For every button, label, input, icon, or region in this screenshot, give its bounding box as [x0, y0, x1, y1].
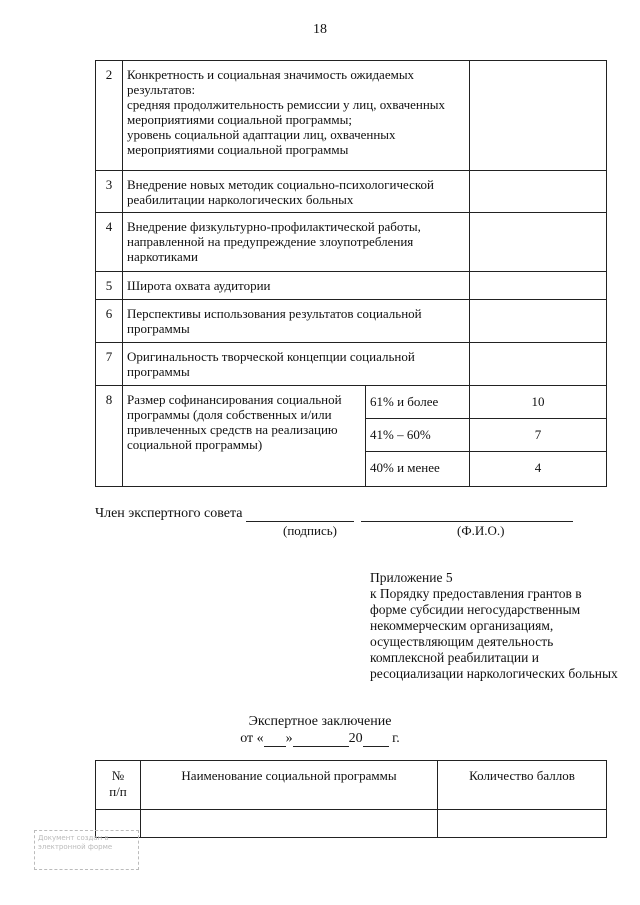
option-points: 7	[470, 419, 607, 452]
score-cell	[470, 300, 607, 343]
day-blank	[264, 732, 286, 747]
row-number: 8	[96, 386, 123, 487]
appendix-text: к Порядку предоставления грантов в форме субсидии негосударственным некоммерческим организациям, осуществляющим деятельность комплексной реабилитации и ресоциализации наркологических больных	[370, 586, 618, 681]
page-number: 18	[313, 22, 327, 37]
option-label: 40% и менее	[366, 452, 470, 487]
row-number: 3	[96, 171, 123, 213]
criterion-text: Размер софинансирования социальной программы (доля собственных и/или привлеченных средств на реализацию социальной программы)	[123, 386, 366, 487]
score-cell	[470, 272, 607, 300]
criterion-text: Внедрение новых методик социально-психологической реабилитации наркологических больных	[123, 171, 470, 213]
column-header-number: № п/п	[96, 761, 141, 810]
conclusion-title: Экспертное заключение	[248, 714, 392, 729]
table-row	[96, 213, 607, 272]
row-number: 4	[96, 213, 123, 272]
row-number: 5	[96, 272, 123, 300]
table-header-row	[96, 761, 607, 810]
table-cell	[438, 810, 607, 838]
criterion-text: Широта охвата аудитории	[123, 272, 470, 300]
name-caption: (Ф.И.О.)	[457, 523, 505, 538]
option-points: 10	[470, 386, 607, 419]
score-cell	[470, 61, 607, 171]
score-cell	[470, 171, 607, 213]
criterion-text: Перспективы использования результатов социальной программы	[123, 300, 470, 343]
electronic-stamp: Документ создан в электронной форме	[34, 830, 139, 870]
criterion-text: Внедрение физкультурно-профилактической работы, направленной на предупреждение злоупотребления наркотиками	[123, 213, 470, 272]
year-blank	[363, 732, 389, 747]
table-row	[96, 61, 607, 171]
signature-caption: (подпись)	[283, 523, 337, 538]
table-row	[96, 300, 607, 343]
table-row	[96, 272, 607, 300]
option-label: 61% и более	[366, 386, 470, 419]
name-blank	[361, 507, 573, 522]
appendix-block	[370, 570, 620, 682]
column-header-score: Количество баллов	[438, 761, 607, 810]
row-number: 2	[96, 61, 123, 171]
month-blank	[293, 732, 349, 747]
row-number: 6	[96, 300, 123, 343]
criterion-text: Конкретность и социальная значимость ожидаемых результатов: средняя продолжительность ремиссии у лиц, охваченных мероприятиями социальной программы; уровень социальной адаптации лиц, охваченных мероприятиями социальной программы	[123, 61, 470, 171]
column-header-program: Наименование социальной программы	[141, 761, 438, 810]
table-row	[96, 386, 607, 419]
table-row	[96, 810, 607, 838]
conclusion-table	[95, 760, 607, 838]
score-cell	[470, 343, 607, 386]
criterion-text: Оригинальность творческой концепции социальной программы	[123, 343, 470, 386]
appendix-title: Приложение 5	[370, 570, 453, 585]
signature-label: Член экспертного совета	[95, 506, 243, 521]
criteria-table	[95, 60, 607, 487]
score-cell	[470, 213, 607, 272]
table-cell	[141, 810, 438, 838]
option-points: 4	[470, 452, 607, 487]
signature-blank	[246, 507, 354, 522]
table-row	[96, 343, 607, 386]
option-label: 41% – 60%	[366, 419, 470, 452]
row-number: 7	[96, 343, 123, 386]
conclusion-date: от « » 20 г.	[240, 731, 400, 746]
signature-line	[95, 506, 573, 522]
table-row	[96, 171, 607, 213]
